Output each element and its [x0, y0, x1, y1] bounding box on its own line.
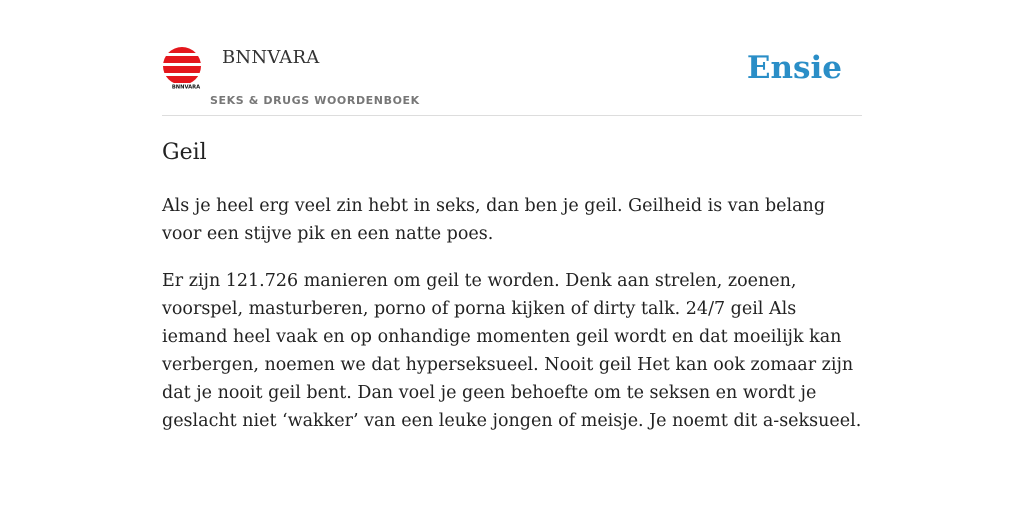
bnnvara-logo[interactable]	[162, 46, 202, 90]
ensie-logo-link[interactable]: Ensie	[746, 50, 842, 86]
header	[162, 40, 862, 116]
logo-wordmark: BNNVARA	[171, 84, 201, 90]
entry-content	[162, 192, 864, 454]
entry-paragraph: Er zijn 121.726 manieren om geil te worden. Denk aan strelen, zoenen, voorspel, masturberen, porno of porna kijken of dirty talk. 24/7 geil Als iemand heel vaak en op onhandige momenten geil wordt en dat moeilijk kan verbergen, noemen we dat hyperseksueel. Nooit geil Het kan ook zomaar zijn dat je nooit geil bent. Dan voel je geen behoefte om te seksen en wordt je geslacht niet ‘wakker’ van een leuke jongen of meisje. Je noemt dit a-seksueel.	[162, 271, 862, 431]
dictionary-subtitle: SEKS & DRUGS WOORDENBOEK	[210, 94, 420, 107]
entry-paragraph: Als je heel erg veel zin hebt in seks, dan ben je geil. Geilheid is van belang voor een stijve pik en een natte poes.	[162, 196, 826, 244]
entry-title: Geil	[162, 140, 207, 165]
brand-name: BNNVARA	[222, 47, 320, 68]
